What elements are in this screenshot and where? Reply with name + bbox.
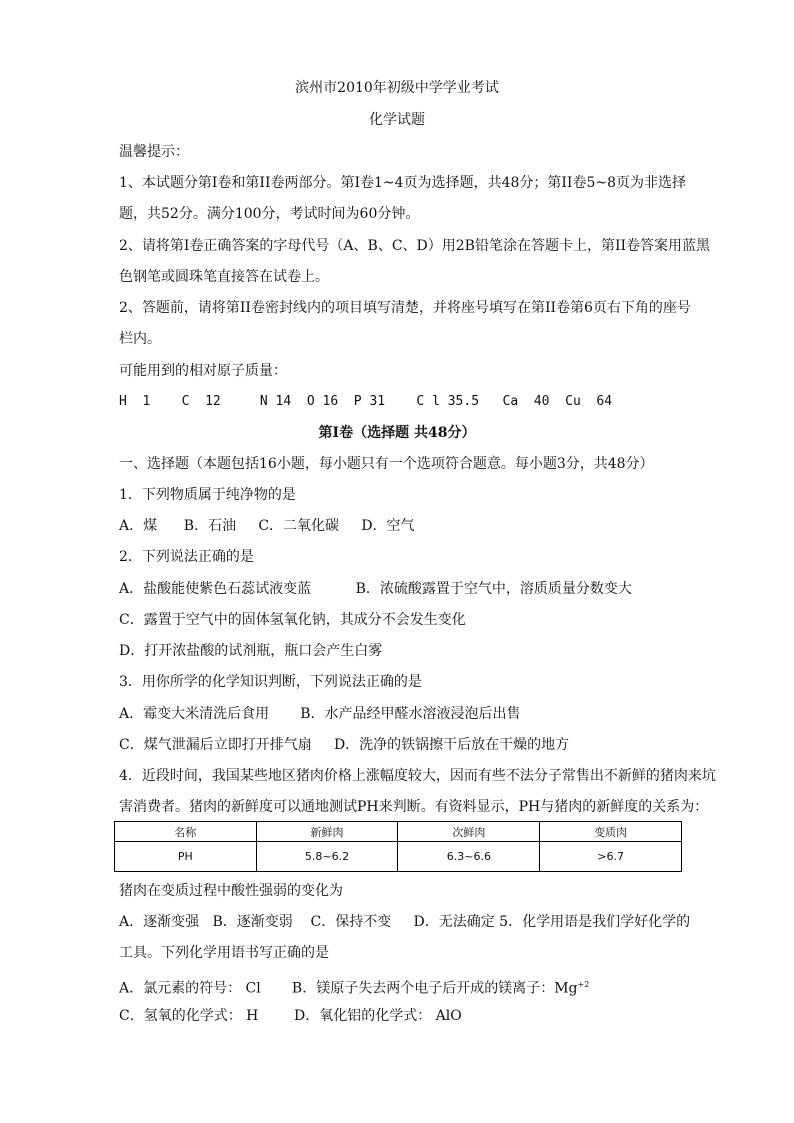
question-5-stem-cont: 工具。下列化学用语书写正确的是 [119, 945, 329, 961]
question-1-stem: 1．下列物质属于纯净物的是 [119, 487, 296, 503]
mass-heading: 可能用到的相对原子质量： [119, 363, 287, 379]
question-3-options-ab: A．霉变大米清洗后食用 B．水产品经甲醛水溶液浸泡后出售 [119, 706, 521, 722]
table-header-cell: 名称 [115, 822, 257, 842]
question-5-options-cd: C．氢氧的化学式： H D．氧化铝的化学式： AlO [119, 1008, 462, 1024]
table-cell: 6.3~6.6 [398, 842, 540, 872]
question-5-options-ab [119, 976, 589, 998]
table-header-cell: 变质肉 [540, 822, 682, 842]
question-3-stem: 3．用你所学的化学知识判断，下列说法正确的是 [119, 674, 422, 690]
section-intro: 一、选择题（本题包括16小题，每小题只有一个选项符合题意。每小题3分，共48分） [119, 456, 654, 472]
question-3-options-cd: C．煤气泄漏后立即打开排气扇 D．洗净的铁锅擦干后放在干燥的地方 [119, 737, 570, 753]
table-row [115, 842, 682, 872]
document-subtitle: 化学试题 [369, 112, 425, 128]
question-1-options: A．煤 B．石油 C．二氧化碳 D．空气 [119, 518, 415, 534]
tip-line: 2、答题前，请将第II卷密封线内的项目填写清楚，并将座号填写在第II卷第6页右下角的座号 [119, 300, 691, 316]
tip-line: 1、本试题分第Ⅰ卷和第II卷两部分。第Ⅰ卷1~4页为选择题，共48分；第II卷5~8页为非选择 [119, 175, 686, 191]
table-cell: 5.8~6.2 [256, 842, 398, 872]
tip-line: 栏内。 [119, 331, 161, 347]
document-title: 滨州市2010年初级中学学业考试 [295, 80, 499, 96]
table-header-cell: 新鲜肉 [256, 822, 398, 842]
question-2-stem: 2．下列说法正确的是 [119, 549, 254, 565]
table-header-row [115, 822, 682, 842]
question-2-option-d: D．打开浓盐酸的试剂瓶，瓶口会产生白雾 [119, 643, 383, 659]
section-title: 第Ⅰ卷（选择题 共48分） [318, 425, 476, 441]
question-5-options-ab-text: A．氯元素的符号： Cl B．镁原子失去两个电子后开成的镁离子：Mg [119, 980, 578, 997]
tip-line: 2、请将第Ⅰ卷正确答案的字母代号（A、B、C、D）用2B铅笔涂在答题卡上，第II卷答案用蓝黑 [119, 238, 711, 254]
table-cell: >6.7 [540, 842, 682, 872]
table-header-cell: 次鲜肉 [398, 822, 540, 842]
ph-freshness-table [114, 821, 682, 872]
superscript-charge: +2 [577, 980, 590, 989]
question-4-stem: 4．近段时间，我国某些地区猪肉价格上涨幅度较大，因而有些不法分子常售出不新鲜的猪肉来坑 [119, 768, 716, 784]
question-4-question: 猪肉在变质过程中酸性强弱的变化为 [119, 883, 343, 899]
table-cell: PH [115, 842, 257, 872]
atomic-masses: H 1 C 12 N 14 O 16 P 31 C l 35.5 Ca 40 Cu 64 [119, 394, 613, 409]
question-4-options: A．逐渐变强 B．逐渐变弱 C．保持不变 D．无法确定 5．化学用语是我们学好化学的 [119, 914, 691, 930]
tips-heading: 温馨提示： [119, 144, 189, 160]
tip-line: 色钢笔或圆珠笔直接答在试卷上。 [119, 269, 329, 285]
question-2-options-ab: A．盐酸能使紫色石蕊试液变蓝 B．浓硫酸露置于空气中，溶质质量分数变大 [119, 581, 632, 597]
question-4-stem-cont: 害消费者。猪肉的新鲜度可以通地测试PH来判断。有资料显示，PH与猪肉的新鲜度的关系为： [119, 799, 709, 815]
tip-line: 题，共52分。满分100分，考试时间为60分钟。 [119, 206, 420, 222]
question-2-option-c: C．露置于空气中的固体氢氧化钠，其成分不会发生变化 [119, 612, 466, 628]
